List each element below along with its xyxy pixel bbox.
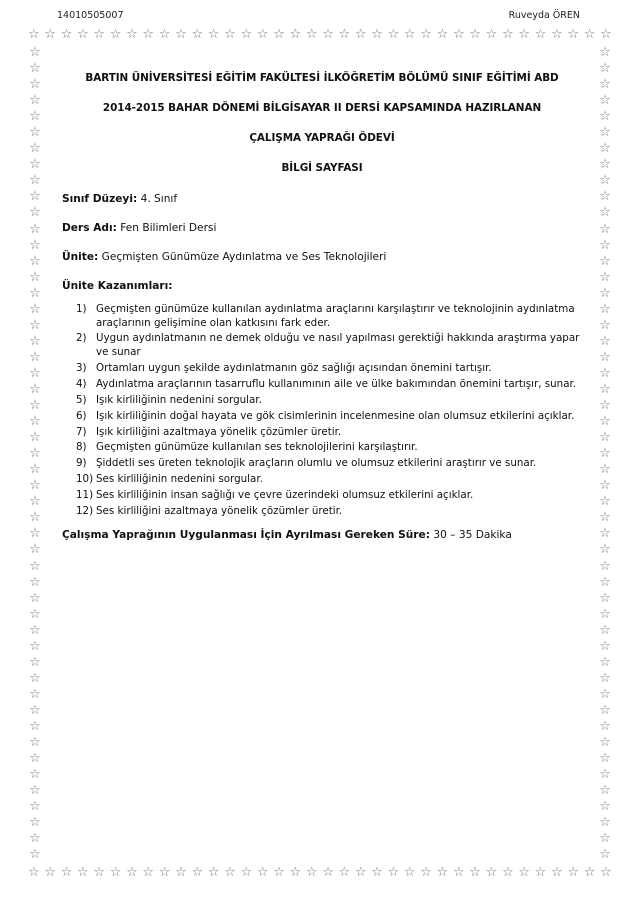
star-icon: ☆ [29, 558, 41, 574]
student-number: 14010505007 [57, 10, 124, 21]
star-icon: ☆ [29, 253, 41, 269]
star-border-left [28, 46, 42, 862]
star-icon: ☆ [518, 865, 530, 880]
star-icon: ☆ [599, 462, 611, 478]
star-icon: ☆ [599, 173, 611, 189]
star-icon: ☆ [534, 865, 547, 880]
title-info-page: BİLGİ SAYFASI [281, 162, 363, 174]
grade-level-value: 4. Sınıf [140, 193, 178, 205]
star-icon: ☆ [599, 478, 611, 494]
star-icon: ☆ [29, 45, 41, 60]
star-icon: ☆ [599, 189, 611, 205]
star-icon: ☆ [29, 77, 41, 93]
star-icon: ☆ [29, 638, 41, 654]
list-item [66, 410, 582, 424]
title-course-period: 2014-2015 BAHAR DÖNEMİ BİLGİSAYAR II DERSİ KAPSAMINDA HAZIRLANAN [102, 102, 542, 114]
list-item [66, 441, 582, 455]
course-name-label: Ders Adı: [62, 222, 117, 234]
star-icon: ☆ [371, 27, 383, 42]
list-item-number: 4) [76, 377, 87, 390]
star-icon: ☆ [29, 125, 41, 141]
list-item-number: 10) [76, 473, 94, 486]
list-item [66, 489, 582, 503]
star-icon: ☆ [599, 606, 611, 622]
duration-value: 30 – 35 Dakika [433, 528, 512, 541]
star-icon: ☆ [29, 542, 41, 558]
star-icon: ☆ [29, 333, 41, 349]
star-icon: ☆ [599, 783, 611, 799]
list-item-number: 12) [76, 504, 94, 517]
star-icon: ☆ [256, 865, 269, 880]
list-item-number: 9) [76, 457, 87, 470]
star-icon: ☆ [599, 751, 611, 767]
star-icon: ☆ [599, 718, 611, 734]
star-icon: ☆ [485, 865, 498, 880]
star-icon: ☆ [29, 285, 41, 301]
star-icon: ☆ [599, 767, 611, 783]
star-icon: ☆ [273, 27, 285, 42]
page-header [57, 10, 580, 24]
star-icon: ☆ [371, 865, 383, 880]
star-icon: ☆ [599, 494, 611, 510]
star-icon: ☆ [29, 365, 41, 381]
star-icon: ☆ [305, 865, 318, 880]
star-icon: ☆ [191, 865, 204, 880]
star-icon: ☆ [583, 27, 596, 42]
outcomes-list [62, 303, 582, 519]
star-icon: ☆ [29, 510, 41, 526]
star-icon: ☆ [109, 27, 122, 42]
star-icon: ☆ [29, 735, 41, 751]
star-icon: ☆ [567, 27, 579, 42]
star-icon: ☆ [501, 27, 514, 42]
star-icon: ☆ [403, 865, 416, 880]
star-icon: ☆ [599, 157, 611, 173]
star-icon: ☆ [29, 317, 41, 333]
star-icon: ☆ [305, 27, 318, 42]
star-icon: ☆ [60, 27, 73, 42]
star-icon: ☆ [599, 799, 611, 815]
star-icon: ☆ [403, 27, 416, 42]
star-icon: ☆ [387, 865, 400, 880]
star-icon: ☆ [29, 237, 41, 253]
star-icon: ☆ [599, 574, 611, 590]
list-item [66, 378, 582, 392]
star-icon: ☆ [29, 430, 41, 446]
star-icon: ☆ [29, 783, 41, 799]
star-icon: ☆ [29, 574, 41, 590]
star-icon: ☆ [126, 865, 138, 880]
star-icon: ☆ [29, 141, 41, 157]
star-icon: ☆ [93, 865, 106, 880]
document-body [62, 72, 582, 542]
star-icon: ☆ [469, 27, 481, 42]
star-icon: ☆ [29, 702, 41, 718]
star-icon: ☆ [29, 189, 41, 205]
star-icon: ☆ [93, 27, 106, 42]
star-icon: ☆ [29, 670, 41, 686]
star-icon: ☆ [207, 865, 220, 880]
title-assignment: ÇALIŞMA YAPRAĞI ÖDEVİ [249, 132, 395, 144]
star-icon: ☆ [599, 381, 611, 397]
field-duration [62, 528, 582, 542]
star-icon: ☆ [207, 27, 220, 42]
list-item-number: 5) [76, 393, 87, 406]
star-icon: ☆ [599, 654, 611, 670]
star-icon: ☆ [29, 815, 41, 831]
star-icon: ☆ [28, 865, 40, 880]
star-icon: ☆ [29, 269, 41, 285]
title-university: BARTIN ÜNİVERSİTESİ EĞİTİM FAKÜLTESİ İLKÖĞRETİM BÖLÜMÜ SINIF EĞİTİMİ ABD [85, 72, 559, 84]
star-icon: ☆ [29, 622, 41, 638]
star-icon: ☆ [142, 27, 155, 42]
star-icon: ☆ [599, 430, 611, 446]
field-grade-level [62, 192, 582, 206]
list-item-text: Geçmişten günümüze kullanılan aydınlatma araçlarını karşılaştırır ve teknolojinin aydınlatma araçlarının gelişimine olan katkısını fark eder. [96, 303, 575, 329]
star-icon: ☆ [599, 221, 611, 237]
list-item [66, 303, 582, 330]
star-icon: ☆ [240, 27, 253, 42]
list-item [66, 362, 582, 376]
list-item-text: Ses kirliliğinin insan sağlığı ve çevre üzerindeki olumsuz etkilerini açıklar. [96, 489, 474, 502]
star-icon: ☆ [109, 865, 122, 880]
list-item-text: Uygun aydınlatmanın ne demek olduğu ve nasıl yapılması gerektiği hakkında araştırma yapar ve sunar [96, 332, 580, 359]
star-icon: ☆ [289, 27, 302, 42]
star-icon: ☆ [29, 847, 41, 863]
star-icon: ☆ [599, 237, 611, 253]
list-item-text: Işık kirliliğinin doğal hayata ve gök cisimlerinin incelenmesine olan olumsuz etkilerini açıklar. [96, 409, 575, 422]
star-icon: ☆ [29, 398, 41, 414]
star-icon: ☆ [599, 735, 611, 751]
star-icon: ☆ [599, 141, 611, 157]
star-border-top [28, 28, 612, 42]
list-item [66, 332, 582, 359]
star-icon: ☆ [29, 157, 41, 173]
star-icon: ☆ [599, 446, 611, 462]
star-icon: ☆ [44, 27, 56, 42]
field-unit [62, 250, 582, 264]
star-icon: ☆ [175, 865, 187, 880]
star-icon: ☆ [29, 494, 41, 510]
star-icon: ☆ [599, 109, 611, 125]
unit-label: Ünite: [62, 251, 99, 263]
star-icon: ☆ [28, 27, 40, 42]
star-icon: ☆ [29, 462, 41, 478]
list-item-number: 11) [76, 489, 94, 502]
star-icon: ☆ [77, 865, 89, 880]
star-icon: ☆ [436, 27, 449, 42]
star-icon: ☆ [29, 349, 41, 365]
star-icon: ☆ [420, 865, 432, 880]
star-icon: ☆ [29, 446, 41, 462]
star-icon: ☆ [29, 221, 41, 237]
star-icon: ☆ [599, 205, 611, 221]
star-icon: ☆ [29, 173, 41, 189]
list-item-number: 3) [76, 361, 87, 374]
list-item [66, 473, 582, 487]
star-icon: ☆ [452, 27, 465, 42]
star-icon: ☆ [599, 526, 611, 542]
star-icon: ☆ [158, 865, 171, 880]
star-icon: ☆ [354, 27, 367, 42]
star-icon: ☆ [240, 865, 253, 880]
star-icon: ☆ [599, 45, 611, 60]
star-icon: ☆ [338, 865, 351, 880]
star-icon: ☆ [158, 27, 171, 42]
student-name: Ruveyda ÖREN [508, 10, 580, 21]
list-item-number: 6) [76, 409, 87, 422]
star-icon: ☆ [29, 590, 41, 606]
star-icon: ☆ [567, 865, 579, 880]
star-icon: ☆ [599, 269, 611, 285]
star-icon: ☆ [29, 831, 41, 847]
star-icon: ☆ [599, 365, 611, 381]
list-item-text: Ses kirliliğinin nedenini sorgular. [96, 473, 263, 486]
list-item [66, 505, 582, 519]
star-icon: ☆ [29, 799, 41, 815]
outcomes-heading: Ünite Kazanımları: [62, 280, 173, 292]
star-icon: ☆ [534, 27, 547, 42]
star-icon: ☆ [29, 478, 41, 494]
star-icon: ☆ [599, 831, 611, 847]
course-name-value: Fen Bilimleri Dersi [120, 222, 217, 234]
star-icon: ☆ [29, 654, 41, 670]
list-item-text: Işık kirliliğini azaltmaya yönelik çözümler üretir. [96, 425, 342, 438]
star-icon: ☆ [44, 865, 56, 880]
star-icon: ☆ [599, 253, 611, 269]
star-icon: ☆ [599, 301, 611, 317]
star-icon: ☆ [599, 815, 611, 831]
star-icon: ☆ [322, 27, 334, 42]
star-icon: ☆ [599, 622, 611, 638]
star-icon: ☆ [273, 865, 285, 880]
list-item-text: Şiddetli ses üreten teknolojik araçların olumlu ve olumsuz etkilerini araştırır ve sunar. [96, 457, 537, 470]
star-icon: ☆ [600, 27, 612, 42]
star-icon: ☆ [420, 27, 432, 42]
unit-value: Geçmişten Günümüze Aydınlatma ve Ses Teknolojileri [101, 251, 387, 263]
star-icon: ☆ [518, 27, 530, 42]
star-icon: ☆ [29, 381, 41, 397]
star-icon: ☆ [452, 865, 465, 880]
star-icon: ☆ [191, 27, 204, 42]
list-item-text: Geçmişten günümüze kullanılan ses teknolojilerini karşılaştırır. [96, 441, 418, 454]
star-icon: ☆ [436, 865, 449, 880]
star-icon: ☆ [599, 542, 611, 558]
star-icon: ☆ [77, 27, 89, 42]
star-icon: ☆ [29, 751, 41, 767]
star-icon: ☆ [29, 109, 41, 125]
star-icon: ☆ [583, 865, 596, 880]
star-icon: ☆ [599, 510, 611, 526]
star-icon: ☆ [29, 93, 41, 109]
star-icon: ☆ [256, 27, 269, 42]
star-icon: ☆ [599, 702, 611, 718]
star-icon: ☆ [551, 865, 563, 880]
star-icon: ☆ [469, 865, 481, 880]
list-item [66, 394, 582, 408]
star-icon: ☆ [387, 27, 400, 42]
star-icon: ☆ [551, 27, 563, 42]
star-icon: ☆ [599, 61, 611, 77]
star-icon: ☆ [29, 606, 41, 622]
list-item-number: 1) [76, 303, 87, 315]
list-item-text: Ses kirliliğini azaltmaya yönelik çözümler üretir. [96, 504, 343, 517]
star-icon: ☆ [354, 865, 367, 880]
star-icon: ☆ [501, 865, 514, 880]
list-item-text: Aydınlatma araçlarının tasarruflu kullanımının aile ve ülke bakımından önemini tartışır, sunar. [96, 377, 577, 390]
star-icon: ☆ [29, 205, 41, 221]
star-icon: ☆ [599, 558, 611, 574]
star-icon: ☆ [599, 414, 611, 430]
star-icon: ☆ [29, 718, 41, 734]
star-icon: ☆ [175, 27, 187, 42]
list-item [66, 457, 582, 471]
star-icon: ☆ [599, 285, 611, 301]
star-icon: ☆ [224, 27, 236, 42]
star-icon: ☆ [599, 638, 611, 654]
star-icon: ☆ [599, 590, 611, 606]
star-icon: ☆ [599, 317, 611, 333]
star-icon: ☆ [599, 333, 611, 349]
star-icon: ☆ [126, 27, 138, 42]
star-icon: ☆ [322, 865, 334, 880]
star-icon: ☆ [29, 61, 41, 77]
star-icon: ☆ [29, 414, 41, 430]
list-item-number: 8) [76, 441, 87, 454]
star-icon: ☆ [29, 767, 41, 783]
star-icon: ☆ [599, 77, 611, 93]
star-icon: ☆ [599, 670, 611, 686]
star-icon: ☆ [60, 865, 73, 880]
list-item-text: Işık kirliliğinin nedenini sorgular. [96, 393, 262, 406]
star-icon: ☆ [338, 27, 351, 42]
star-icon: ☆ [485, 27, 498, 42]
star-icon: ☆ [599, 349, 611, 365]
list-item-number: 7) [76, 425, 87, 438]
duration-label: Çalışma Yaprağının Uygulanması İçin Ayrılması Gereken Süre: [62, 528, 430, 541]
star-icon: ☆ [599, 847, 611, 863]
list-item [66, 426, 582, 440]
list-item-number: 2) [76, 332, 87, 345]
star-icon: ☆ [224, 865, 236, 880]
star-border-right [598, 46, 612, 862]
star-icon: ☆ [142, 865, 155, 880]
star-icon: ☆ [599, 686, 611, 702]
star-icon: ☆ [29, 686, 41, 702]
list-item-text: Ortamları uygun şekilde aydınlatmanın göz sağlığı açısından önemini tartışır. [96, 361, 492, 374]
field-course-name [62, 221, 582, 235]
star-icon: ☆ [599, 398, 611, 414]
star-icon: ☆ [29, 526, 41, 542]
grade-level-label: Sınıf Düzeyi: [62, 193, 138, 205]
star-icon: ☆ [599, 125, 611, 141]
star-icon: ☆ [599, 93, 611, 109]
star-border-bottom [28, 866, 612, 880]
star-icon: ☆ [289, 865, 302, 880]
star-icon: ☆ [29, 301, 41, 317]
star-icon: ☆ [600, 865, 612, 880]
